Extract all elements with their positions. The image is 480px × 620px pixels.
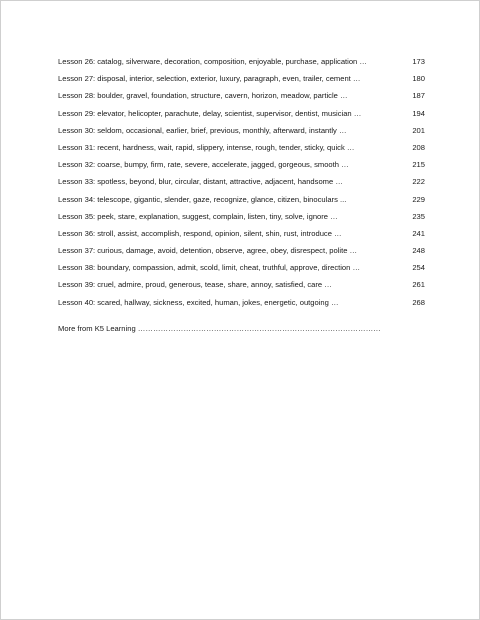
toc-entry-page-number: 229 xyxy=(412,194,425,204)
toc-entry-lesson-32 xyxy=(58,159,425,176)
toc-entry-lesson-26 xyxy=(58,56,425,73)
toc-entry-text: Lesson 33: spotless, beyond, blur, circular, distant, attractive, adjacent, handsome … xyxy=(58,177,343,187)
toc-entry-page-number: 208 xyxy=(412,142,425,152)
toc-entry-page-number: 268 xyxy=(412,297,425,307)
toc-entry-lesson-39 xyxy=(58,279,425,296)
toc-entry-page-number: 254 xyxy=(412,263,425,273)
toc-entry-page-number: 215 xyxy=(412,160,425,170)
toc-entry-page-number: 173 xyxy=(412,57,425,66)
toc-entry-page-number: 194 xyxy=(412,108,425,118)
toc-entry-text: Lesson 40: scared, hallway, sickness, excited, human, jokes, energetic, outgoing … xyxy=(58,297,339,307)
toc-entry-lesson-37 xyxy=(58,245,425,262)
toc-entry-page-number: 201 xyxy=(412,125,425,135)
toc-entry-text: Lesson 28: boulder, gravel, foundation, structure, cavern, horizon, meadow, particle … xyxy=(58,91,348,101)
toc-entry-text: Lesson 31: recent, hardness, wait, rapid, slippery, intense, rough, tender, sticky, quick … xyxy=(58,142,355,152)
toc-entry-lesson-34 xyxy=(58,194,425,211)
toc-entry-text: Lesson 34: telescope, gigantic, slender, gaze, recognize, glance, citizen, binoculars ... xyxy=(58,194,347,204)
toc-entry-text: Lesson 35: peek, stare, explanation, suggest, complain, listen, tiny, solve, ignore … xyxy=(58,211,338,221)
toc-entry-text: Lesson 36: stroll, assist, accomplish, respond, opinion, silent, shin, rust, introduce … xyxy=(58,228,342,238)
toc-entry-lesson-31 xyxy=(58,142,425,159)
toc-entry-page-number: 222 xyxy=(412,177,425,187)
toc-entry-page-number: 235 xyxy=(412,211,425,221)
more-from-k5-learning-entry: More from K5 Learning …………………………………………………………………………………… xyxy=(58,324,381,333)
toc-entry-lesson-33 xyxy=(58,176,425,193)
toc-entry-text: Lesson 39: cruel, admire, proud, generous, tease, share, annoy, satisfied, care … xyxy=(58,280,332,290)
toc-entry-page-number: 248 xyxy=(412,246,425,256)
toc-entry-lesson-27 xyxy=(58,73,425,90)
toc-entry-page-number: 241 xyxy=(412,228,425,238)
toc-entry-page-number: 180 xyxy=(412,74,425,84)
toc-entry-text: Lesson 32: coarse, bumpy, firm, rate, severe, accelerate, jagged, gorgeous, smooth … xyxy=(58,160,349,170)
toc-entry-text: Lesson 37: curious, damage, avoid, detention, observe, agree, obey, disrespect, polite … xyxy=(58,246,358,256)
table-of-contents xyxy=(58,56,425,314)
toc-entry-lesson-28 xyxy=(58,90,425,107)
toc-entry-lesson-30 xyxy=(58,125,425,142)
toc-entry-page-number: 261 xyxy=(412,280,425,290)
toc-entry-text: Lesson 30: seldom, occasional, earlier, brief, previous, monthly, afterward, instantly … xyxy=(58,125,347,135)
toc-entry-text: Lesson 27: disposal, interior, selection, exterior, luxury, paragraph, even, trailer, cement … xyxy=(58,74,361,84)
toc-entry-lesson-40 xyxy=(58,297,425,314)
toc-entry-text: Lesson 38: boundary, compassion, admit, scold, limit, cheat, truthful, approve, direction … xyxy=(58,263,361,273)
toc-entry-text: Lesson 29: elevator, helicopter, parachute, delay, scientist, supervisor, dentist, musician … xyxy=(58,108,362,118)
toc-entry-text: Lesson 26: catalog, silverware, decoration, composition, enjoyable, purchase, application … xyxy=(58,57,367,66)
toc-entry-lesson-29 xyxy=(58,108,425,125)
toc-entry-page-number: 187 xyxy=(412,91,425,101)
toc-entry-lesson-36 xyxy=(58,228,425,245)
toc-entry-lesson-35 xyxy=(58,211,425,228)
toc-entry-lesson-38 xyxy=(58,262,425,279)
